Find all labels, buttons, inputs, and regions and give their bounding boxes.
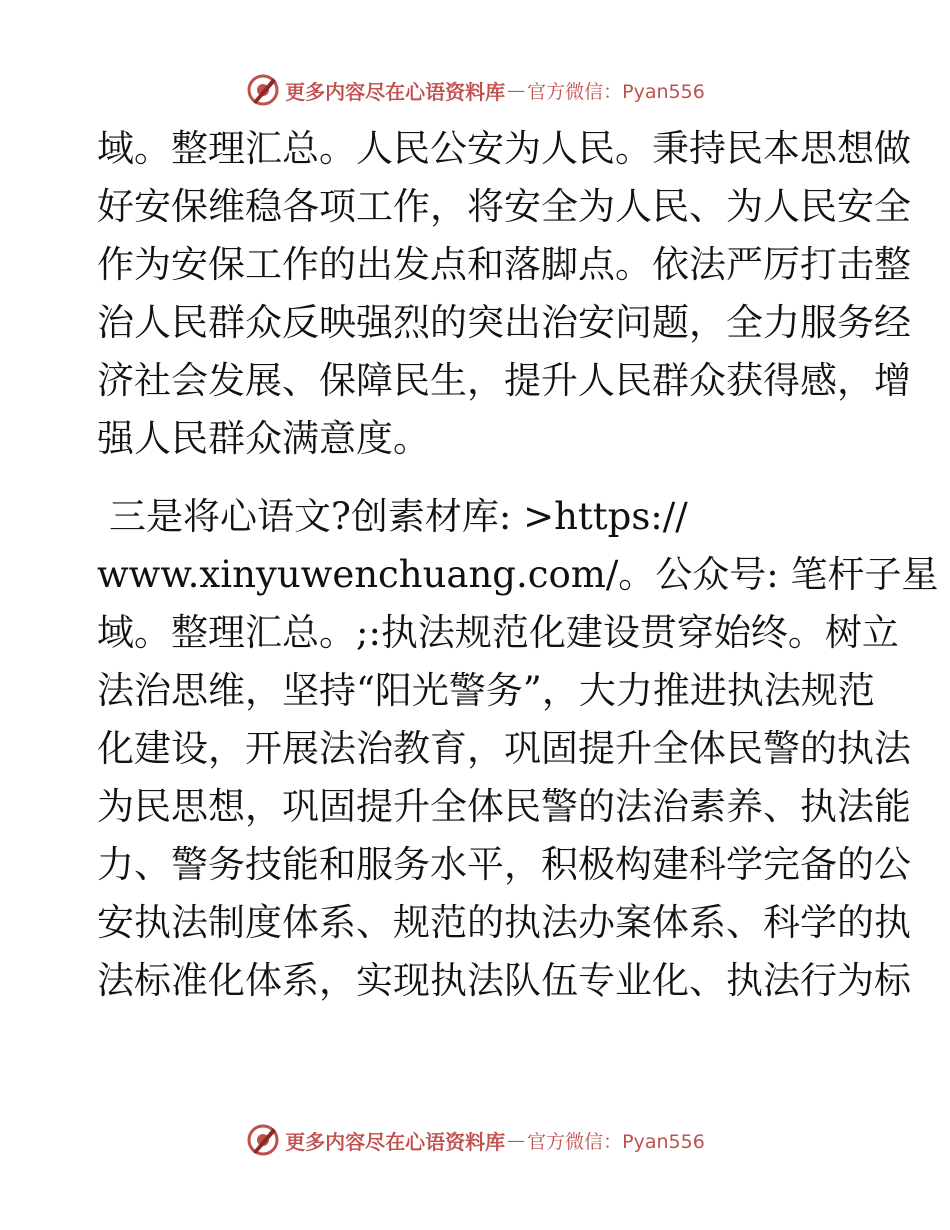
document-body bbox=[97, 120, 939, 1010]
quill-logo-icon bbox=[245, 1122, 281, 1158]
footer-dash: — bbox=[507, 1129, 526, 1151]
footer-banner bbox=[0, 1120, 950, 1160]
paragraph-1 bbox=[97, 120, 911, 468]
text-line: 治人民群众反映强烈的突出治安问题，全力服务经 bbox=[97, 301, 911, 344]
header-title: 更多内容尽在心语资料库 bbox=[285, 79, 506, 104]
header-banner bbox=[0, 70, 950, 110]
quill-logo-icon bbox=[245, 72, 281, 108]
text-line: 强人民群众满意度。 bbox=[97, 417, 430, 460]
text-line: 法治思维，坚持“阳光警务”，大力推进执法规范 bbox=[97, 669, 875, 712]
header-dash: — bbox=[507, 79, 526, 101]
text-line: 域。整理汇总。人民公安为人民。秉持民本思想做 bbox=[97, 127, 911, 170]
text-line: www.xinyuwenchuang.com/。公众号: 笔杆子星 bbox=[97, 553, 939, 596]
text-line: 法标准化体系，实现执法队伍专业化、执法行为标 bbox=[97, 959, 911, 1002]
text-line: 济社会发展、保障民生，提升人民群众获得感，增 bbox=[97, 359, 911, 402]
text-line: 安执法制度体系、规范的执法办案体系、科学的执 bbox=[97, 901, 911, 944]
paragraph-2 bbox=[97, 488, 939, 1010]
text-line: 域。整理汇总。;:执法规范化建设贯穿始终。树立 bbox=[97, 611, 899, 654]
text-line: 好安保维稳各项工作，将安全为人民、为人民安全 bbox=[97, 185, 911, 228]
text-line: 为民思想，巩固提升全体民警的法治素养、执法能 bbox=[97, 785, 911, 828]
header-wechat: 官方微信：Pyan556 bbox=[527, 80, 705, 103]
footer-wechat: 官方微信：Pyan556 bbox=[527, 1130, 705, 1153]
text-line: 作为安保工作的出发点和落脚点。依法严厉打击整 bbox=[97, 243, 911, 286]
footer-title: 更多内容尽在心语资料库 bbox=[285, 1129, 506, 1154]
text-line: 力、警务技能和服务水平，积极构建科学完备的公 bbox=[97, 843, 911, 886]
text-line: 化建设，开展法治教育，巩固提升全体民警的执法 bbox=[97, 727, 911, 770]
text-line: 三是将心语文?创素材库: >https:// bbox=[109, 495, 688, 538]
